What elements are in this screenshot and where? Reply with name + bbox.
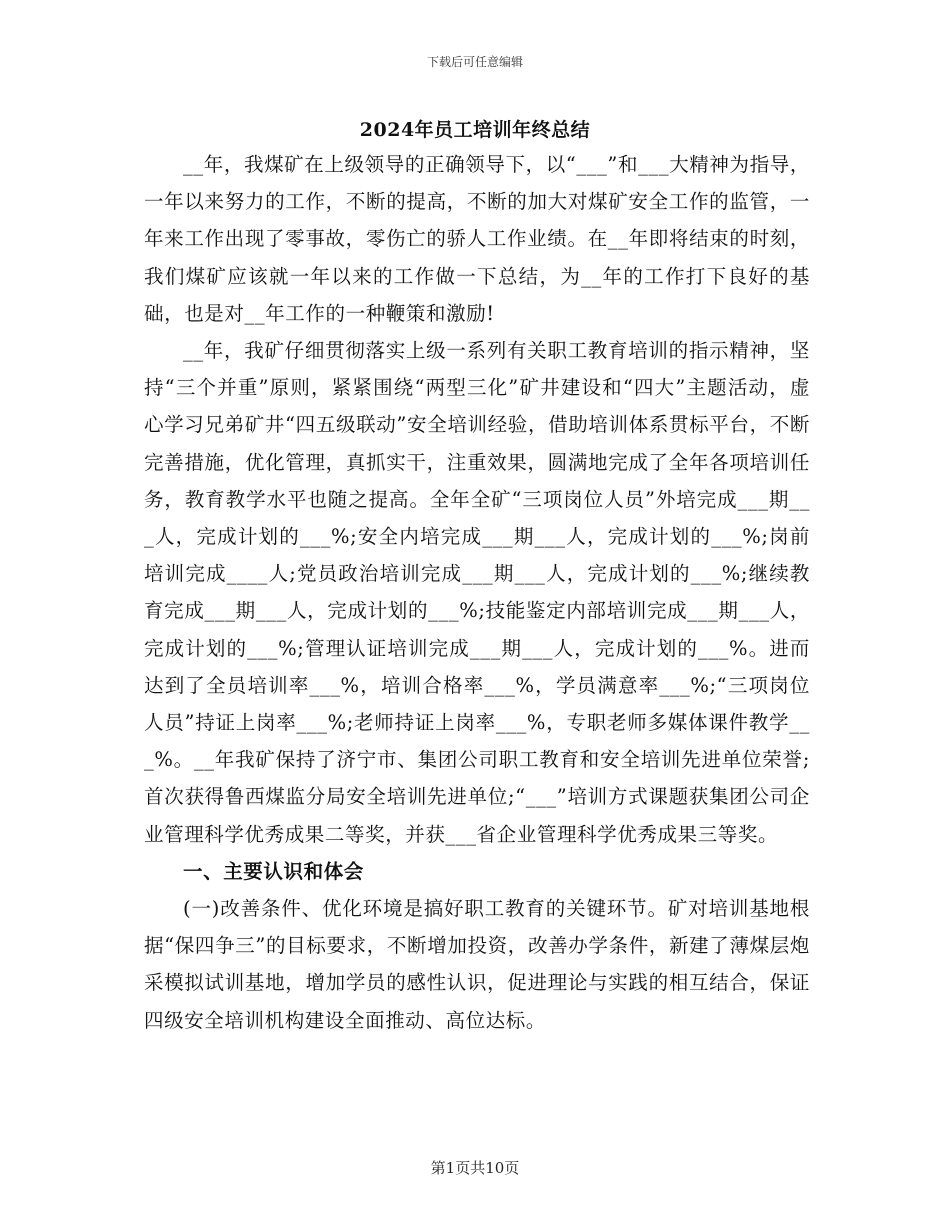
section-heading: 一、主要认识和体会 (183, 859, 364, 883)
header-note: 下载后可任意编辑 (426, 55, 523, 69)
section-paragraph: (一)改善条件、优化环境是搞好职工教育的关键环节。矿对培训基地根据“保四争三”的目标要求，不断增加投资，改善办学条件，新建了薄煤层炮采模拟试训基地，增加学员的感性认识，促进理论与实践的相互结合，保证四级安全培训机构建设全面推动、高位达标。 (144, 897, 810, 1032)
document-body (144, 146, 810, 1039)
intro-paragraph: __年，我煤矿在上级领导的正确领导下，以“___”和___大精神为指导，一年以来努力的工作，不断的提高，不断的加大对煤矿安全工作的监管，一年来工作出现了零事故，零伤亡的骄人工作业绩。在__年即将结束的时刻，我们煤矿应该就一年以来的工作做一下总结，为__年的工作打下良好的基础，也是对__年工作的一种鞭策和激励! (144, 153, 810, 325)
achievements-paragraph: __年，我矿仔细贯彻落实上级一系列有关职工教育培训的指示精神，坚持“三个并重”原则，紧紧围绕“两型三化”矿井建设和“四大”主题活动，虚心学习兄弟矿井“四五级联动”安全培训经验，借助培训体系贯标平台，不断完善措施，优化管理，真抓实干，注重效果，圆满地完成了全年各项培训任务，教育教学水平也随之提高。全年全矿“三项岗位人员”外培完成___期___人，完成计划的___%;安全内培完成___期___人，完成计划的___%;岗前培训完成____人;党员政治培训完成___期___人，完成计划的___%;继续教育完成___期___人，完成计划的___%;技能鉴定内部培训完成___期___人，完成计划的___%;管理认证培训完成___期___人，完成计划的___%。进而达到了全员培训率___%，培训合格率___%，学员满意率___%;“三项岗位人员”持证上岗率___%;老师持证上岗率___%，专职老师多媒体课件教学___%。__年我矿保持了济宁市、集团公司职工教育和安全培训先进单位荣誉;首次获得鲁西煤监分局安全培训先进单位;“___”培训方式课题获集团公司企业管理科学优秀成果二等奖，并获___省企业管理科学优秀成果三等奖。 (144, 339, 810, 846)
document-title: 2024年员工培训年终总结 (359, 119, 591, 141)
page-number-footer: 第1页共10页 (430, 1159, 520, 1177)
